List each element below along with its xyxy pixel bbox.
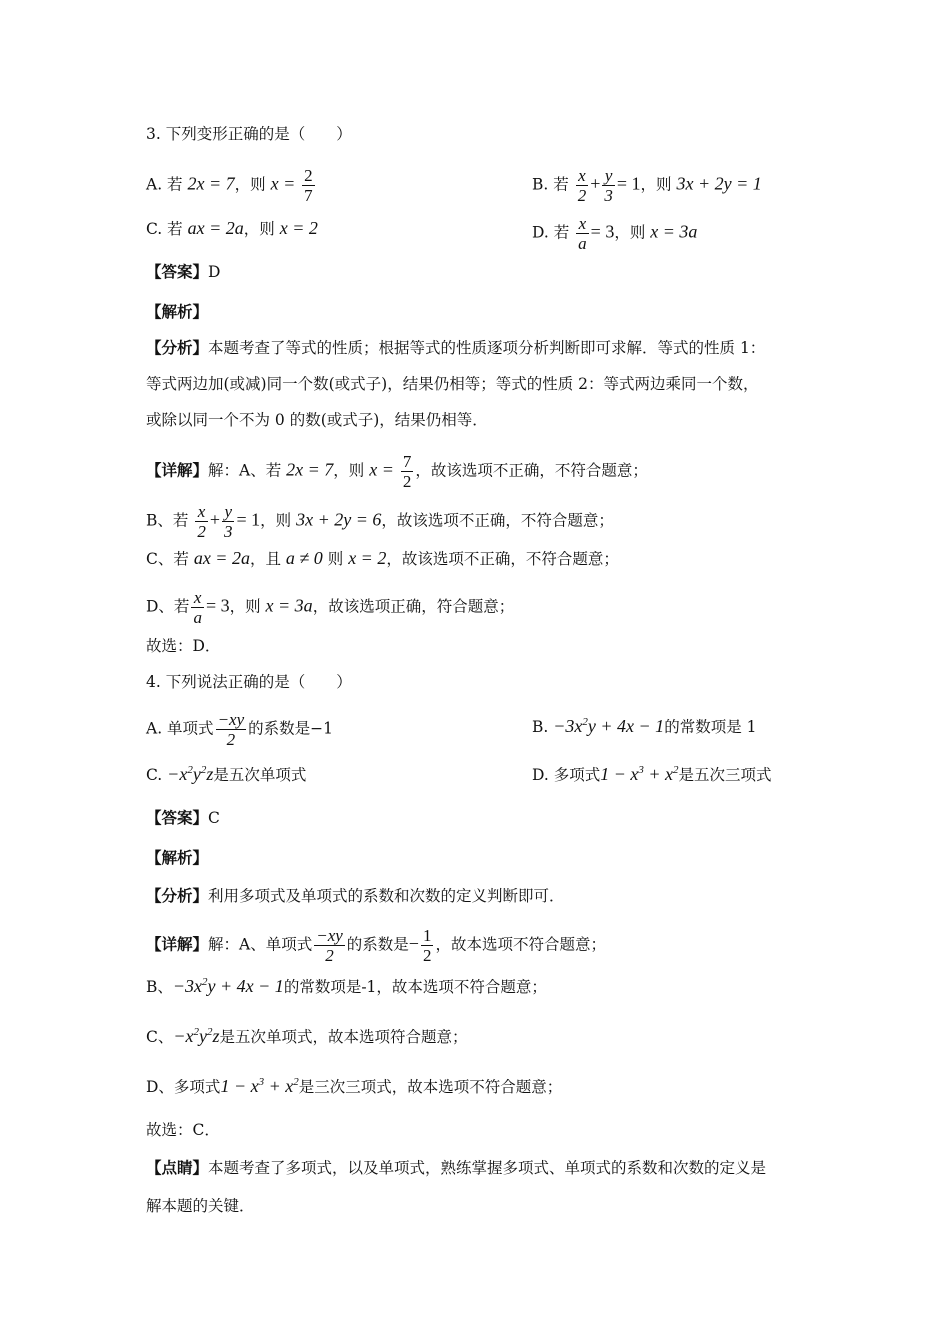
numerator: 2 [304,166,313,185]
xiangjie-tag: 【详解】 [146,460,209,480]
q3-analysis-tag: 【解析】 [146,302,209,321]
denominator: a [578,234,587,253]
q4-dianjing-line-1 [146,1158,766,1178]
dianjing-tag: 【点睛】 [146,1158,209,1177]
denominator: 7 [304,186,313,205]
text: B、 [146,978,173,996]
q4-detail-d [146,1076,562,1097]
math-part: + x [268,1076,294,1096]
math-expr: 3x + 2y = 6 [296,509,382,530]
math-expr: = 3 [205,595,230,616]
q3-option-d [532,214,697,253]
math-expr: = 1 [236,509,261,530]
dianjing-text: 本题考查了多项式，以及单项式，熟练掌握多项式、单项式的系数和次数的定义是 [208,1159,767,1177]
text: 是五次三项式 [678,766,772,784]
denominator: 3 [223,522,233,541]
text: ，故该选项不正确，不符合题意； [386,550,619,568]
q3-fenxi-line-3: 或除以同一个不为 0 的数(或式子)，结果仍相等． [146,411,488,429]
denominator: 2 [422,946,432,965]
text: 的系数是 [346,935,409,954]
text: D、多项式 [146,1078,221,1096]
denominator: 2 [197,522,206,541]
fenxi-tag: 【分析】 [146,886,209,905]
text: ，则 [234,175,266,194]
xiangjie-tag: 【详解】 [146,934,209,954]
q3-option-a [146,166,317,205]
fraction [401,452,414,491]
fraction [576,214,589,253]
fraction [195,502,208,541]
math-part: z [212,1026,220,1046]
denominator: 2 [325,946,334,965]
math-part: 1 − x [600,764,639,784]
text: ，故该选项正确，符合题意； [312,597,515,616]
numerator: x [195,502,208,522]
denominator: a [193,608,202,627]
text: D、若 [146,597,190,616]
fenxi-tag: 【分析】 [146,338,209,357]
math-expr: 2x = 7 [187,173,235,194]
exponent: 2 [582,716,588,728]
option-label: D. 多项式 [532,766,601,784]
q3-option-c [146,218,318,239]
option-label: D. 若 [532,223,570,242]
math-expr [173,976,284,996]
q4-option-d [532,764,772,785]
math-expr: 3x + 2y = 1 [676,173,762,194]
math-expr: x = 2 [279,218,318,238]
q3-detail-d [146,588,514,627]
text: C、若 [146,550,189,568]
math-expr: x = 3a [650,221,698,242]
exponent: 2 [193,1026,200,1038]
text: 的系数是−1 [248,719,333,738]
option-label: C. 若 [146,220,183,238]
denominator: 3 [604,186,613,205]
text: ，故该选项不正确，不符合题意； [415,461,648,480]
numerator: y [602,166,615,186]
q4-option-a [146,710,333,749]
numerator: −xy [316,926,343,945]
math-op: − [408,933,419,954]
text: B、若 [146,511,189,530]
math-expr [553,716,664,736]
fenxi-text: 本题考查了等式的性质；根据等式的性质逐项分析判断即可求解．等式的性质 1： [208,339,766,357]
text: ，则 [229,597,261,616]
math-op: + [209,509,220,530]
fraction [216,710,247,749]
text: C、 [146,1028,174,1046]
text: 则 [327,550,344,568]
option-label: A. 若 [146,175,183,194]
option-label: A. 单项式 [146,719,214,738]
text: 是三次三项式，故本选项不符合题意； [298,1078,563,1096]
math-expr: 2x = 7 [286,459,334,480]
q3-stem: 3. 下列变形正确的是（ ） [146,125,352,143]
answer-tag: 【答案】 [146,808,209,827]
text: ，且 [249,550,281,568]
fraction [576,166,589,205]
math-expr: x = 2 [348,548,387,568]
q4-fenxi [146,886,565,906]
fraction [421,926,434,965]
exponent: 3 [258,1076,265,1088]
q3-fenxi-line-1 [146,338,765,358]
math-expr: ax = 2a [193,548,250,568]
fraction [302,166,315,205]
math-expr [173,1026,219,1046]
math-part: + x [648,764,674,784]
exponent: 2 [207,1026,213,1038]
q4-answer [146,808,220,828]
option-label: B. 若 [532,175,569,194]
text: ，则 [640,175,672,194]
math-expr: = 3 [590,221,615,242]
q4-stem: 4. 下列说法正确的是（ ） [146,673,352,691]
denominator: 2 [226,730,236,749]
math-expr: ax = 2a [187,218,244,238]
fraction [314,926,345,965]
numerator: −xy [217,710,245,729]
exponent: 2 [293,1076,299,1088]
answer-value: D [208,263,221,281]
q3-detail-a [146,452,648,491]
math-part: y + 4x − 1 [587,716,665,736]
q3-answer [146,262,220,282]
text: 的常数项是 1 [664,718,757,736]
math-part: y + 4x − 1 [207,976,284,996]
text: 是五次单项式 [213,766,307,784]
text: ，故本选项不符合题意； [435,935,606,954]
math-expr [220,1076,298,1096]
q4-dianjing-line-2: 解本题的关键． [146,1197,255,1215]
text: ，故该选项不正确，不符合题意； [381,511,614,530]
q4-detail-b [146,976,547,997]
fraction [222,502,235,541]
math-part: z [206,764,214,784]
math-part: −x [167,764,188,784]
answer-tag: 【答案】 [146,262,209,281]
exponent: 2 [202,976,208,988]
text: 是五次单项式，故本选项符合题意； [219,1028,468,1046]
denominator: 2 [402,472,412,491]
text: 的常数项是-1，故本选项不符合题意； [283,978,547,996]
numerator: y [222,502,235,522]
q3-fenxi-line-2: 等式两边加(或减)同一个数(或式子)，结果仍相等；等式的性质 2：等式两边乘同一个数， [146,375,759,393]
option-label: B. [532,718,549,736]
q3-option-b [532,166,762,205]
q4-conclusion: 故选：C． [146,1121,220,1139]
math-expr: x = [270,173,296,194]
math-part: y [199,1026,208,1046]
fraction [602,166,615,205]
numerator: x [191,588,204,608]
math-op: + [590,173,601,194]
option-label: C. [146,766,163,784]
numerator: 1 [422,926,432,945]
q3-detail-c [146,548,619,569]
exponent: 2 [200,764,207,776]
math-expr: a ≠ 0 [285,548,323,568]
q4-option-c [146,764,306,785]
answer-value: C [208,809,220,827]
q3-conclusion: 故选：D． [146,637,221,655]
q4-analysis-tag: 【解析】 [146,848,209,867]
q3-detail-b [146,502,614,541]
numerator: x [576,214,589,234]
exponent: 3 [638,764,644,776]
math-expr: x = [369,459,394,480]
fenxi-text: 利用多项式及单项式的系数和次数的定义判断即可． [208,887,565,905]
math-part: −x [173,1026,194,1046]
text: ，则 [333,461,365,480]
numerator: x [576,166,589,186]
numerator: 7 [402,452,412,471]
denominator: 2 [577,186,587,205]
text: 解：A、若 [208,461,282,480]
text: ，则 [243,220,275,238]
text: 解：A、单项式 [208,935,313,954]
math-part: −3x [553,716,583,736]
text: ，则 [260,511,292,530]
q4-detail-c [146,1026,468,1047]
math-expr [600,764,678,784]
q4-detail-a [146,926,606,965]
math-part: −3x [172,976,203,996]
math-part: 1 − x [220,1076,259,1096]
math-expr: = 1 [616,173,641,194]
q4-option-b [532,716,756,737]
math-expr: x = 3a [265,595,313,616]
text: ，则 [614,223,646,242]
fraction [191,588,204,627]
math-expr [167,764,213,784]
exponent: 2 [187,764,193,776]
math-part: y [192,764,201,784]
exponent: 2 [673,764,679,776]
